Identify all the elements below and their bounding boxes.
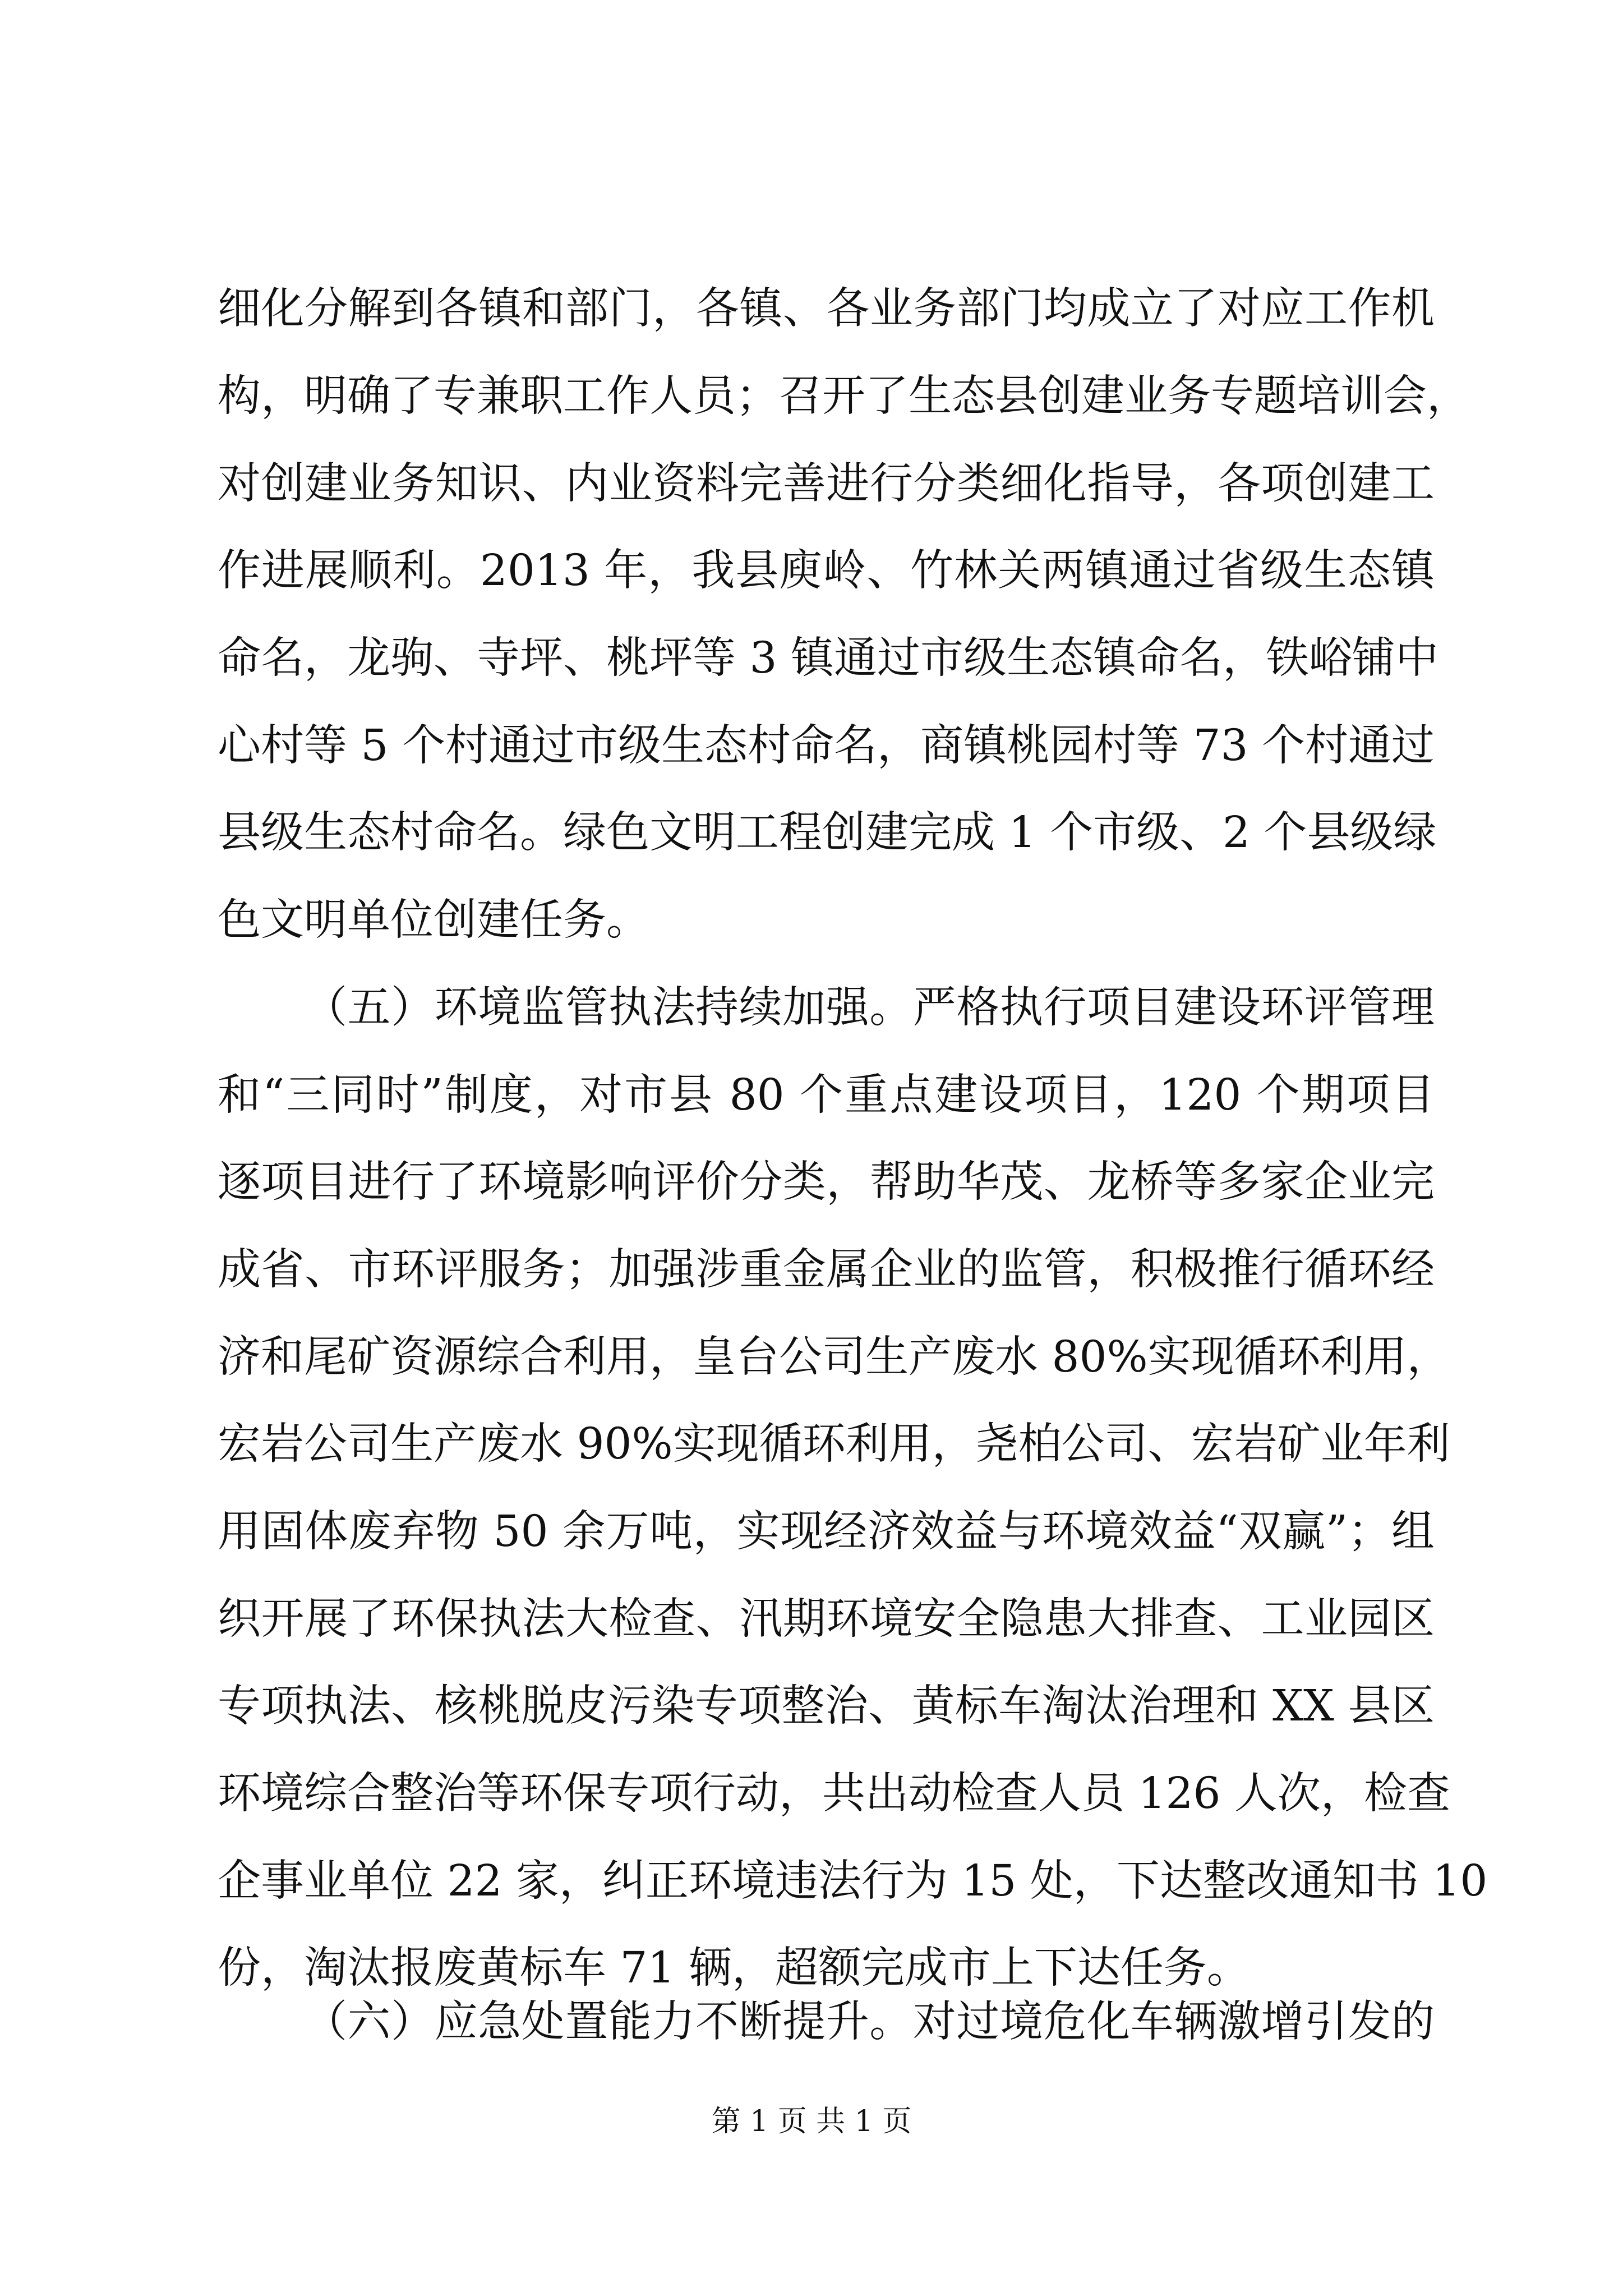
body-text-line: 和“三同时”制度，对市县 80 个重点建设项目，120 个期项目 xyxy=(218,1070,1435,1120)
body-text-line: 色文明单位创建任务。 xyxy=(218,895,649,945)
body-text-line: 逐项目进行了环境影响评价分类，帮助华茂、龙桥等多家企业完 xyxy=(218,1157,1435,1207)
section-heading-line: （五）环境监管执法持续加强。严格执行项目建设环评管理 xyxy=(304,983,1435,1033)
body-text-line: 济和尾矿资源综合利用，皇台公司生产废水 80%实现循环利用， xyxy=(218,1332,1450,1382)
body-text-line: 作进展顺利。2013 年，我县庾岭、竹林关两镇通过省级生态镇 xyxy=(218,546,1435,596)
body-text-line: 企事业单位 22 家，纠正环境违法行为 15 处，下达整改通知书 10 xyxy=(218,1856,1488,1906)
body-text-line: 环境综合整治等环保专项行动，共出动检查人员 126 人次，检查 xyxy=(218,1769,1450,1819)
body-text-line: 构，明确了专兼职工作人员；召开了生态县创建业务专题培训会， xyxy=(218,371,1470,421)
body-text-line: 命名，龙驹、寺坪、桃坪等 3 镇通过市级生态镇命名，铁峪铺中 xyxy=(218,633,1438,683)
page-footer: 第 1 页 共 1 页 xyxy=(711,2105,912,2138)
body-text-line: 县级生态村命名。绿色文明工程创建完成 1 个市级、2 个县级绿 xyxy=(218,808,1437,858)
body-text-line: 专项执法、核桃脱皮污染专项整治、黄标车淘汰治理和 XX 县区 xyxy=(218,1681,1435,1731)
body-text-line: 宏岩公司生产废水 90%实现循环利用，尧柏公司、宏岩矿业年利 xyxy=(218,1419,1450,1469)
body-text-line: 对创建业务知识、内业资料完善进行分类细化指导，各项创建工 xyxy=(218,459,1435,509)
body-text-line: 心村等 5 个村通过市级生态村命名，商镇桃园村等 73 个村通过 xyxy=(218,721,1435,771)
body-text-line: 份，淘汰报废黄标车 71 辆，超额完成市上下达任务。 xyxy=(218,1943,1250,1993)
body-text-line: 成省、市环评服务；加强涉重金属企业的监管，积极推行循环经 xyxy=(218,1245,1435,1295)
body-text-line: 细化分解到各镇和部门，各镇、各业务部门均成立了对应工作机 xyxy=(218,284,1435,334)
body-text-line: 用固体废弃物 50 余万吨，实现经济效益与环境效益“双赢”；组 xyxy=(218,1507,1435,1557)
body-text-line: 织开展了环保执法大检查、汛期环境安全隐患大排查、工业园区 xyxy=(218,1594,1435,1644)
section-heading-line: （六）应急处置能力不断提升。对过境危化车辆激增引发的 xyxy=(304,1997,1435,2047)
